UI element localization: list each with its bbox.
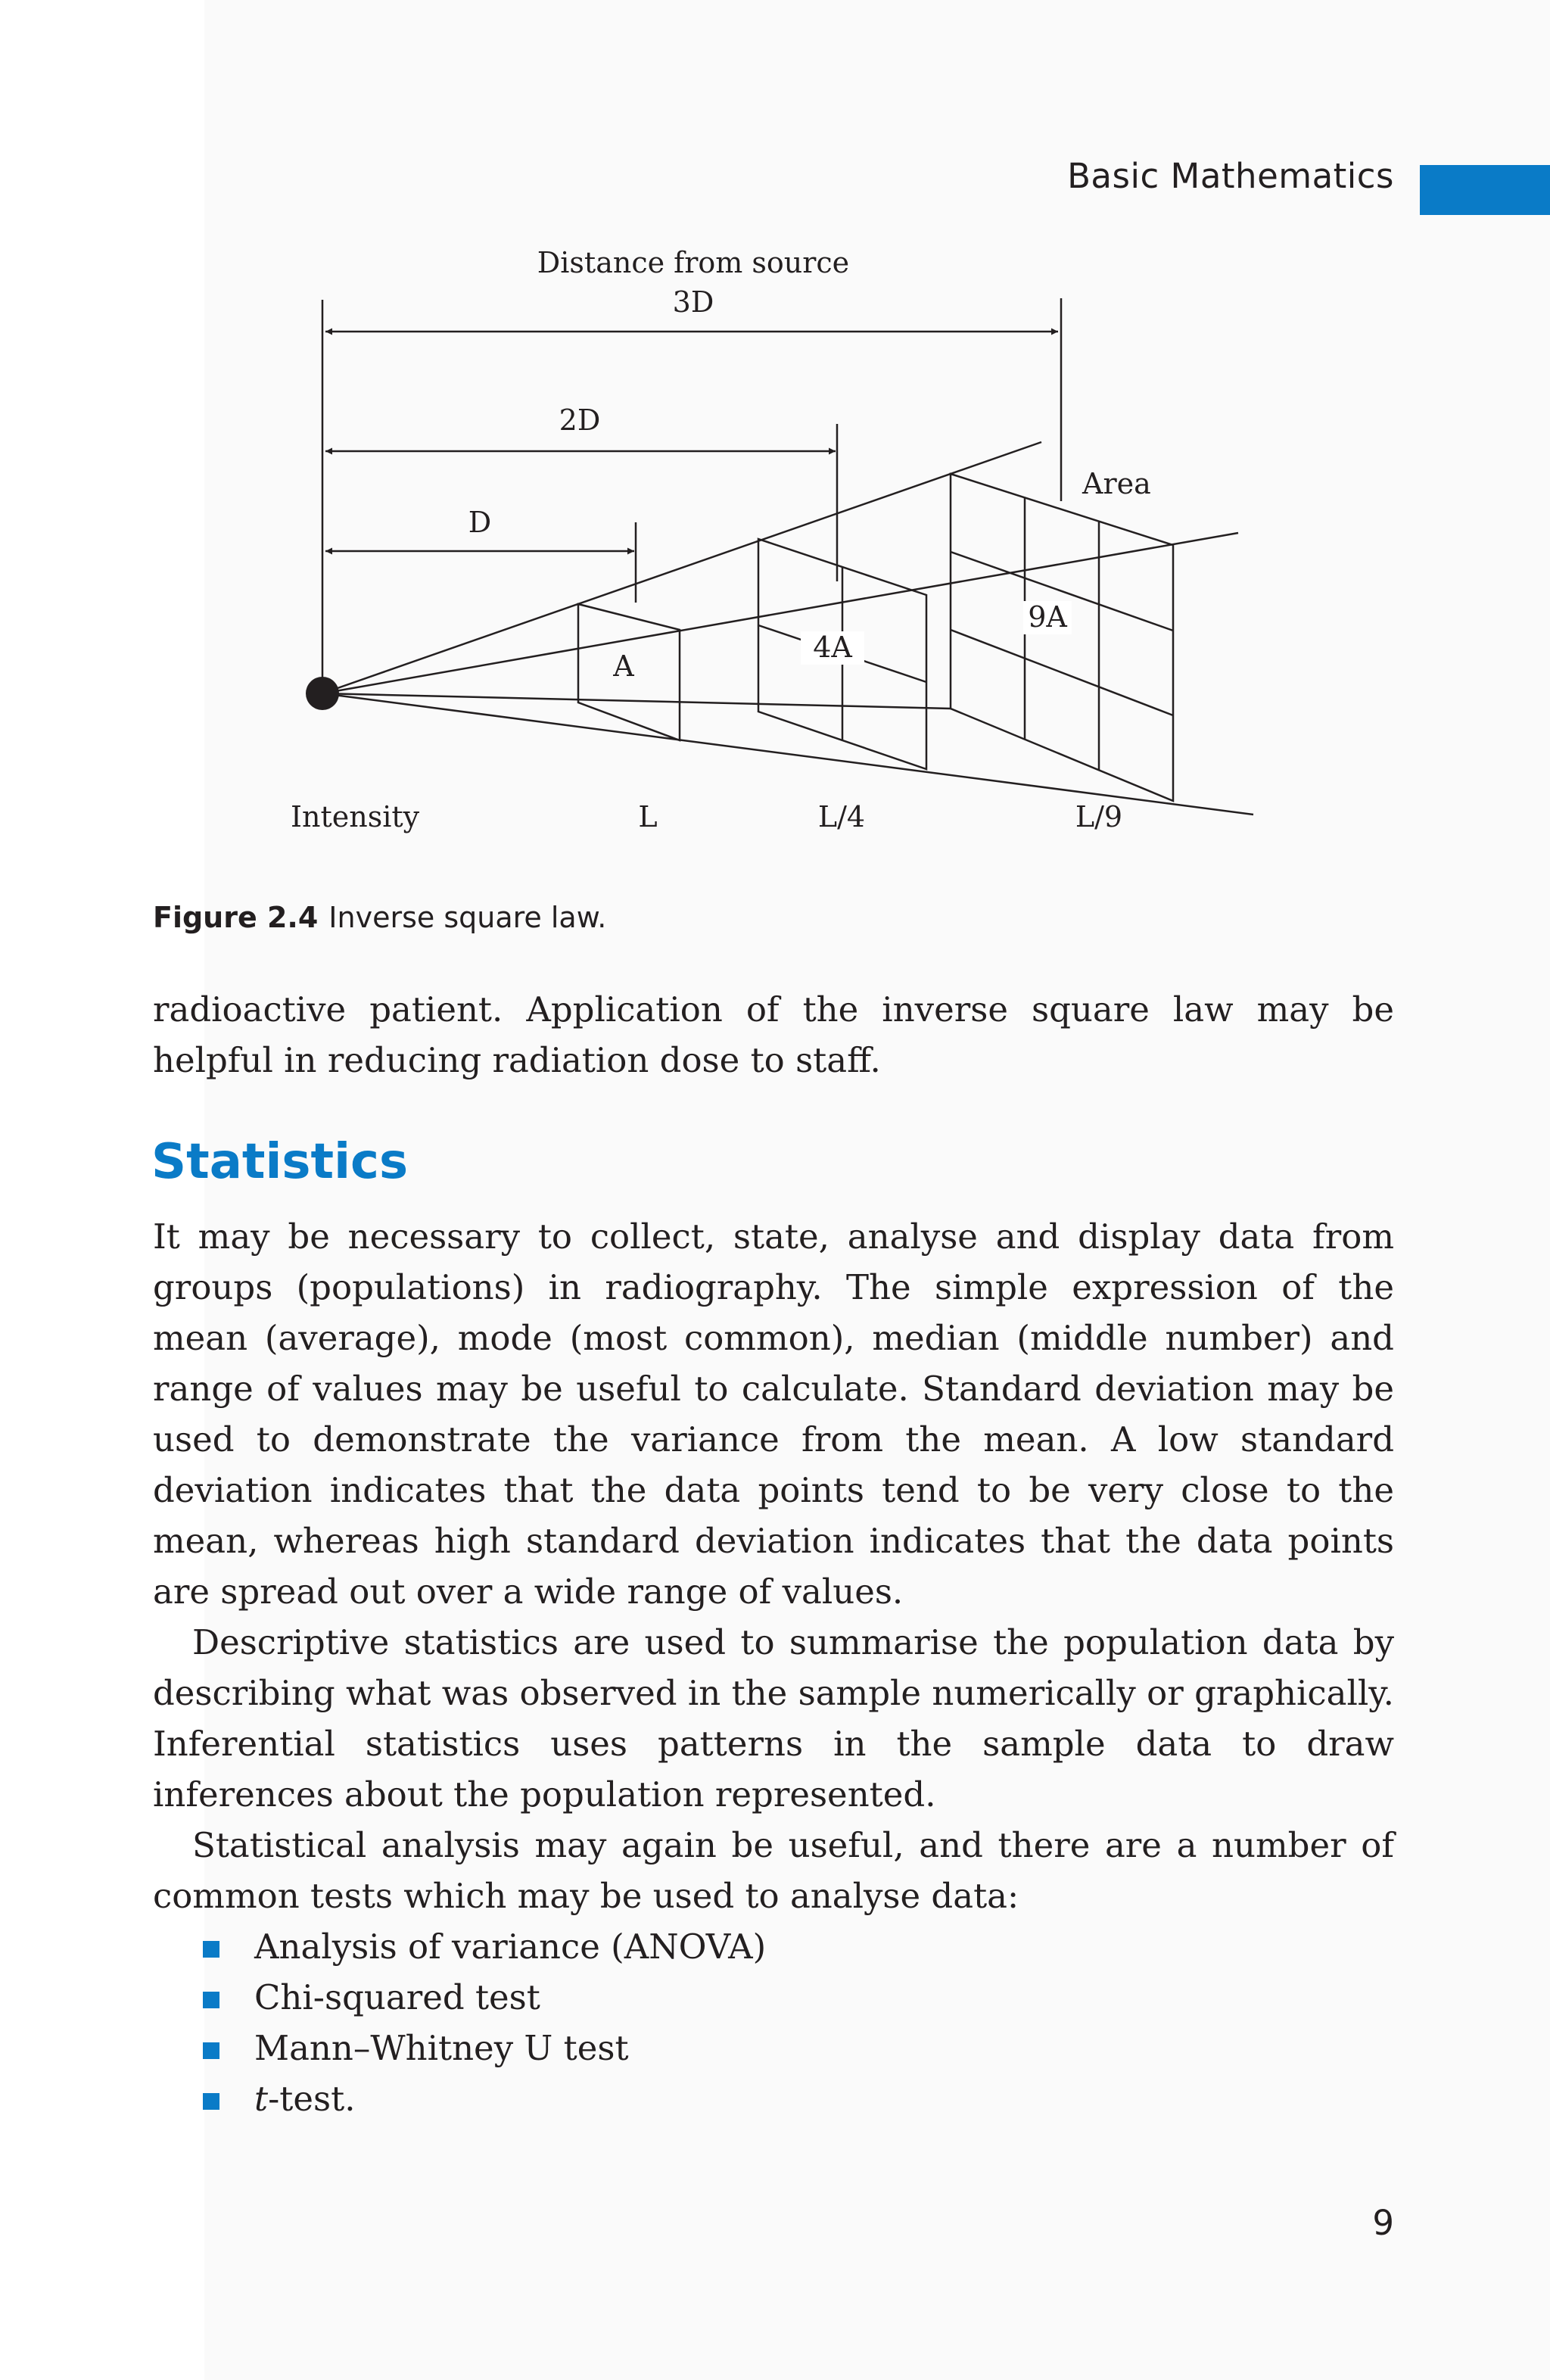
paragraph-statistics-intro: It may be necessary to collect, state, analyse and display data from groups (populations) in radiography. The simple expression of the mean (average), mode (most common), median (middle number) and range of values may be useful to calculate. Standard deviation may be used to demonstrate the variance from the mean. A low standard deviation indicates that the data points tend to be very close to the mean, whereas high standard deviation indicates that the data points are spread out over a wide range of values. [153, 1216, 1394, 1612]
figure-caption-number: Figure 2.4 [153, 901, 319, 934]
label-3d: 3D [672, 285, 714, 319]
paragraph-descriptive-statistics: Descriptive statistics are used to summarise the population data by describing what was observed in the sample numerically or graphically. Inferential statistics uses patterns in the sample data to draw inferences about the population represented. [153, 1622, 1394, 1815]
label-l: L [638, 800, 658, 833]
square-bullet-icon [203, 2042, 219, 2059]
list-item [153, 1972, 1394, 2023]
section-body [153, 1211, 1394, 2124]
list-item [153, 1921, 1394, 1972]
label-2d: 2D [559, 403, 601, 437]
list-item-text: Mann–Whitney U test [254, 2028, 629, 2068]
list-item-text: Analysis of variance (ANOVA) [254, 1927, 767, 1967]
ray-upper [322, 442, 1041, 693]
ray-lower [322, 693, 1253, 815]
label-l-over-9: L/9 [1075, 800, 1123, 833]
label-distance-from-source: Distance from source [537, 246, 850, 279]
label-l-over-4: L/4 [817, 800, 866, 833]
section-heading: Statistics [151, 1134, 409, 1190]
figure-caption [153, 901, 606, 934]
t-test-italic-letter: t [254, 2079, 269, 2119]
label-9a: 9A [1028, 600, 1067, 634]
inverse-square-law-diagram [0, 0, 1550, 893]
square-bullet-icon [203, 1992, 219, 2008]
radiation-source-point [306, 677, 339, 710]
statistical-tests-list [153, 1921, 1394, 2124]
continuation-paragraph: radioactive patient. Application of the inverse square law may be helpful in reducing radiation dose to staff. [153, 989, 1394, 1080]
list-item [153, 2073, 1394, 2124]
paragraph-statistical-tests: Statistical analysis may again be useful, and there are a number of common tests which may be used to analyse data: [153, 1825, 1394, 1916]
label-4a: 4A [813, 631, 852, 664]
label-area: Area [1082, 467, 1151, 500]
t-test-text: -test. [268, 2079, 356, 2119]
running-header-title: Basic Mathematics [1067, 156, 1394, 196]
square-bullet-icon [203, 1941, 219, 1958]
label-intensity: Intensity [291, 800, 420, 833]
label-a: A [613, 650, 634, 683]
area-9a-panel [951, 474, 1173, 801]
figure-caption-text: Inverse square law. [328, 901, 607, 934]
label-d: D [468, 506, 492, 539]
page-number: 9 [1372, 2203, 1394, 2243]
ray-middle [322, 533, 1238, 693]
list-item-text: Chi-squared test [254, 1977, 540, 2017]
square-bullet-icon [203, 2093, 219, 2110]
list-item [153, 2023, 1394, 2073]
